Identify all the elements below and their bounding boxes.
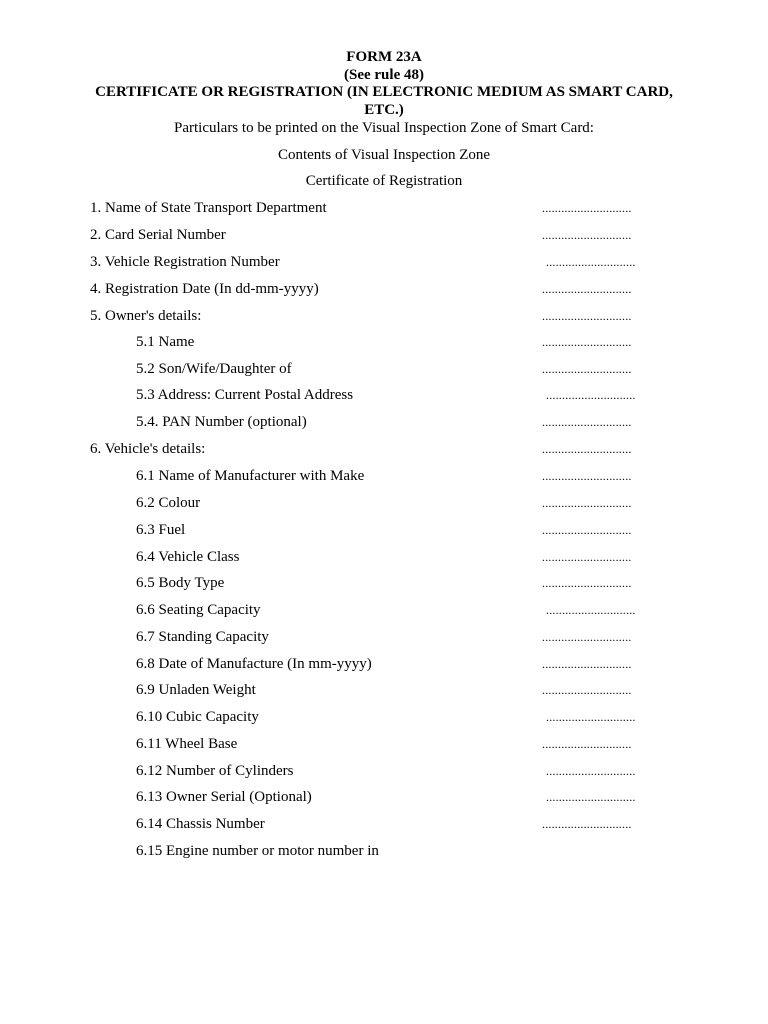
form-item xyxy=(0,628,768,646)
item-label: 6.5 Body Type xyxy=(136,575,225,591)
form-item xyxy=(0,413,768,431)
item-label: 5.4. PAN Number (optional) xyxy=(136,414,307,430)
blank-field: ............................ xyxy=(542,309,632,323)
item-label: 6.12 Number of Cylinders xyxy=(136,763,294,779)
form-title: FORM 23A xyxy=(346,49,422,65)
form-item xyxy=(0,280,768,298)
contents-heading: Contents of Visual Inspection Zone xyxy=(277,147,491,163)
item-label: 6.13 Owner Serial (Optional) xyxy=(136,789,312,805)
item-label: 6.1 Name of Manufacturer with Make xyxy=(136,468,365,484)
blank-field: ............................ xyxy=(546,790,636,804)
form-item xyxy=(0,360,768,378)
item-label: 6.7 Standing Capacity xyxy=(136,629,269,645)
item-label: 2. Card Serial Number xyxy=(90,227,226,243)
item-label: 5. Owner's details: xyxy=(90,308,202,324)
blank-field: ............................ xyxy=(546,255,636,269)
form-item xyxy=(0,601,768,619)
blank-field: ............................ xyxy=(542,282,632,296)
blank-field: ............................ xyxy=(546,764,636,778)
blank-field: ............................ xyxy=(546,388,636,402)
certificate-heading-line1: CERTIFICATE OR REGISTRATION (IN ELECTRONIC MEDIUM AS SMART CARD, xyxy=(95,84,673,100)
item-label: 6.15 Engine number or motor number in xyxy=(136,843,379,859)
item-label: 6.9 Unladen Weight xyxy=(136,682,256,698)
item-label: 6.14 Chassis Number xyxy=(136,816,265,832)
blank-field: ............................ xyxy=(542,817,632,831)
form-item xyxy=(0,735,768,753)
blank-field: ............................ xyxy=(542,335,632,349)
item-label: 1. Name of State Transport Department xyxy=(90,200,327,216)
item-label: 6.11 Wheel Base xyxy=(136,736,238,752)
form-item xyxy=(0,762,768,780)
item-label: 5.3 Address: Current Postal Address xyxy=(136,387,354,403)
form-item xyxy=(0,655,768,673)
form-item xyxy=(0,253,768,271)
form-item xyxy=(0,226,768,244)
blank-field: ............................ xyxy=(546,710,636,724)
form-item xyxy=(0,548,768,566)
blank-field: ............................ xyxy=(542,657,632,671)
form-item xyxy=(0,307,768,325)
item-label: 5.2 Son/Wife/Daughter of xyxy=(136,361,292,377)
blank-field: ............................ xyxy=(542,550,632,564)
blank-field: ............................ xyxy=(542,469,632,483)
blank-field: ............................ xyxy=(542,228,632,242)
item-label: 3. Vehicle Registration Number xyxy=(90,254,280,270)
blank-field: ............................ xyxy=(542,362,632,376)
item-label: 4. Registration Date (In dd-mm-yyyy) xyxy=(90,281,319,297)
form-item xyxy=(0,681,768,699)
item-label: 6.2 Colour xyxy=(136,495,201,511)
form-item xyxy=(0,574,768,592)
item-label: 6. Vehicle's details: xyxy=(90,441,206,457)
blank-field: ............................ xyxy=(542,630,632,644)
form-item xyxy=(0,494,768,512)
blank-field: ............................ xyxy=(542,576,632,590)
item-label: 6.4 Vehicle Class xyxy=(136,549,240,565)
blank-field: ............................ xyxy=(542,442,632,456)
blank-field: ............................ xyxy=(546,603,636,617)
item-label: 5.1 Name xyxy=(136,334,195,350)
blank-field: ............................ xyxy=(542,523,632,537)
form-item xyxy=(0,842,768,860)
item-label: 6.10 Cubic Capacity xyxy=(136,709,259,725)
form-item xyxy=(0,199,768,217)
certificate-heading-line2: ETC.) xyxy=(364,102,404,118)
rule-reference: (See rule 48) xyxy=(344,67,424,83)
form-item xyxy=(0,708,768,726)
blank-field: ............................ xyxy=(542,415,632,429)
item-label: 6.8 Date of Manufacture (In mm-yyyy) xyxy=(136,656,372,672)
item-label: 6.3 Fuel xyxy=(136,522,186,538)
form-item xyxy=(0,521,768,539)
blank-field: ............................ xyxy=(542,737,632,751)
form-item xyxy=(0,467,768,485)
form-item xyxy=(0,815,768,833)
blank-field: ............................ xyxy=(542,496,632,510)
form-item xyxy=(0,333,768,351)
blank-field: ............................ xyxy=(542,201,632,215)
form-item xyxy=(0,788,768,806)
form-item xyxy=(0,386,768,404)
item-label: 6.6 Seating Capacity xyxy=(136,602,261,618)
certificate-of-registration-heading: Certificate of Registration xyxy=(305,173,463,189)
blank-field: ............................ xyxy=(542,683,632,697)
particulars-text: Particulars to be printed on the Visual Inspection Zone of Smart Card: xyxy=(174,120,594,136)
form-item xyxy=(0,440,768,458)
